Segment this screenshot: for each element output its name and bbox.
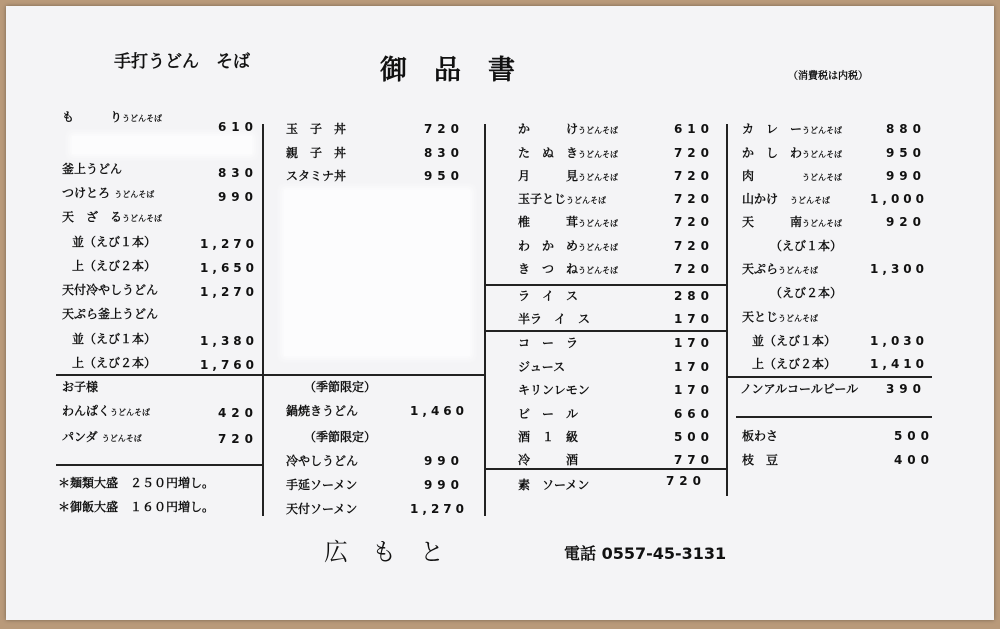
menu-item-name: 冷やしうどん [286,454,359,468]
col4-divider-nonalc [726,376,932,378]
phone-number: 電話 0557-45-3131 [564,544,727,563]
menu-item-name: 素 ソーメン [518,478,590,492]
menu-item-name: 上（えび２本） [752,357,837,371]
menu-item-price: 720 [665,474,706,488]
col3-divider-somen [484,468,726,470]
menu-item-name: 釜上うどん [62,162,123,176]
menu-item-price: 280 [673,289,714,303]
menu-item-name: 並（えび１本） [72,332,157,346]
menu-item-name: き つ ねうどんそば [518,262,619,276]
menu-item-price: 420 [217,406,258,420]
menu-card [6,6,994,620]
menu-subtitle: 手打うどん そば [114,52,250,72]
menu-item-name: 手延ソーメン [286,478,358,492]
menu-item-name: 親 子 丼 [286,146,347,160]
column-divider-3 [726,124,728,496]
kids-title: お子様 [62,380,99,394]
menu-item-name: 天付ソーメン [286,502,358,516]
menu-item-price: 1,760 [200,358,258,372]
menu-item-name: 鍋焼きうどん [286,404,359,418]
menu-item-price: 990 [217,190,258,204]
menu-item-name: キリンレモン [518,383,590,397]
shop-name: 広 も と [324,538,444,566]
menu-item-name: スタミナ丼 [286,169,347,183]
col1-divider-notes [56,464,262,466]
menu-item-price: 500 [673,430,714,444]
tax-note: （消費税は内税） [788,71,868,82]
menu-item-price: 830 [423,146,464,160]
menu-item-name: ラ イ ス [518,289,579,303]
seasonal-label: （季節限定） [304,380,377,394]
menu-item-name: 天付冷やしうどん [62,283,159,297]
menu-item-name: も りうどんそば [62,110,163,124]
size-label: （えび２本） [770,286,843,300]
menu-item-price: 170 [673,360,714,374]
menu-item-price: 1,030 [870,334,928,348]
menu-title: 御 品 書 [380,55,515,86]
note-rice-large: ＊御飯大盛 １６０円増し。 [58,500,215,514]
menu-item-name: 山かけ うどんそば [742,192,831,206]
menu-item-price: 990 [423,478,464,492]
menu-item-price: 720 [673,215,714,229]
menu-item-name: 天 南うどんそば [742,215,843,229]
menu-item-price: 610 [217,120,258,134]
menu-item-name: 並（えび１本） [72,235,157,249]
menu-item-price: 830 [217,166,258,180]
menu-item-price: 1,000 [870,192,928,206]
menu-item-price: 170 [673,383,714,397]
menu-item-name: 上（えび２本） [72,356,157,370]
menu-item-name: 月 見うどんそば [518,169,619,183]
seasonal-label: （季節限定） [304,430,377,444]
note-noodle-large: ＊麺類大盛 ２５０円増し。 [58,476,215,490]
menu-item-name: た ぬ きうどんそば [518,146,619,160]
menu-item-price: 720 [673,192,714,206]
menu-item-name: パンダ うどんそば [62,430,142,444]
menu-item-price: 170 [673,312,714,326]
menu-item-name: 並（えび１本） [752,334,837,348]
menu-item-price: 1,410 [870,357,928,371]
menu-item-price: 990 [423,454,464,468]
menu-item-name: か けうどんそば [518,122,619,136]
menu-item-name: わんぱくうどんそば [62,404,151,418]
menu-item-price: 990 [885,169,926,183]
redaction-patch [284,190,470,356]
menu-item-name: 椎 茸うどんそば [518,215,619,229]
menu-item-name: 板わさ [742,429,779,443]
col2-divider-seasonal [262,374,484,376]
menu-item-name: ジュース [518,360,566,374]
menu-item-name: 冷 酒 [518,453,579,467]
menu-item-name: コ ー ラ [518,336,579,350]
col4-divider-snacks [736,416,932,418]
menu-item-price: 400 [893,453,934,467]
menu-item-price: 610 [673,122,714,136]
menu-item-name: わ か めうどんそば [518,239,619,253]
menu-item-name: 肉 うどんそば [742,169,843,183]
menu-item-name: 玉子とじうどんそば [518,192,607,206]
menu-item-price: 1,270 [200,285,258,299]
col3-divider-rice [484,284,726,286]
menu-item-price: 1,460 [410,404,468,418]
menu-item-price: 390 [885,382,926,396]
menu-item-price: 660 [673,407,714,421]
menu-item-name: カ レ ーうどんそば [742,122,843,136]
menu-item-price: 170 [673,336,714,350]
menu-item-price: 950 [885,146,926,160]
menu-item-price: 1,270 [410,502,468,516]
menu-item-name: ビ ー ル [518,407,579,421]
col3-divider-drinks [484,330,726,332]
menu-item-price: 770 [673,453,714,467]
menu-item-price: 1,300 [870,262,928,276]
menu-item-price: 1,650 [200,261,258,275]
col1-divider-kids [56,374,262,376]
menu-item-name: 天 ざ るうどんそば [62,210,163,224]
menu-item-name: 天とじうどんそば [742,310,819,324]
size-label: （えび１本） [770,239,843,253]
column-divider-1 [262,124,264,516]
menu-item-name: 玉 子 丼 [286,122,347,136]
menu-item-name: か し わうどんそば [742,146,843,160]
redaction-patch [72,136,252,154]
menu-item-price: 1,380 [200,334,258,348]
menu-item-price: 720 [673,262,714,276]
menu-item-name: 酒 １ 級 [518,430,579,444]
menu-item-name: 半ラ イ ス [518,312,591,326]
menu-item-price: 720 [673,169,714,183]
menu-item-name: ノンアルコールビール [740,382,859,396]
menu-item-name: 枝 豆 [742,453,779,467]
menu-item-price: 880 [885,122,926,136]
menu-item-price: 720 [673,146,714,160]
menu-item-price: 1,270 [200,237,258,251]
menu-item-price: 720 [673,239,714,253]
column-divider-2 [484,124,486,516]
menu-item-price: 500 [893,429,934,443]
menu-item-name: つけとろ うどんそば [62,186,155,200]
menu-item-name: 天ぷらうどんそば [742,262,819,276]
menu-item-name: 上（えび２本） [72,259,157,273]
menu-item-price: 720 [423,122,464,136]
menu-item-price: 950 [423,169,464,183]
menu-item-name: 天ぷら釜上うどん [62,307,159,321]
menu-item-price: 720 [217,432,258,446]
menu-item-price: 920 [885,215,926,229]
